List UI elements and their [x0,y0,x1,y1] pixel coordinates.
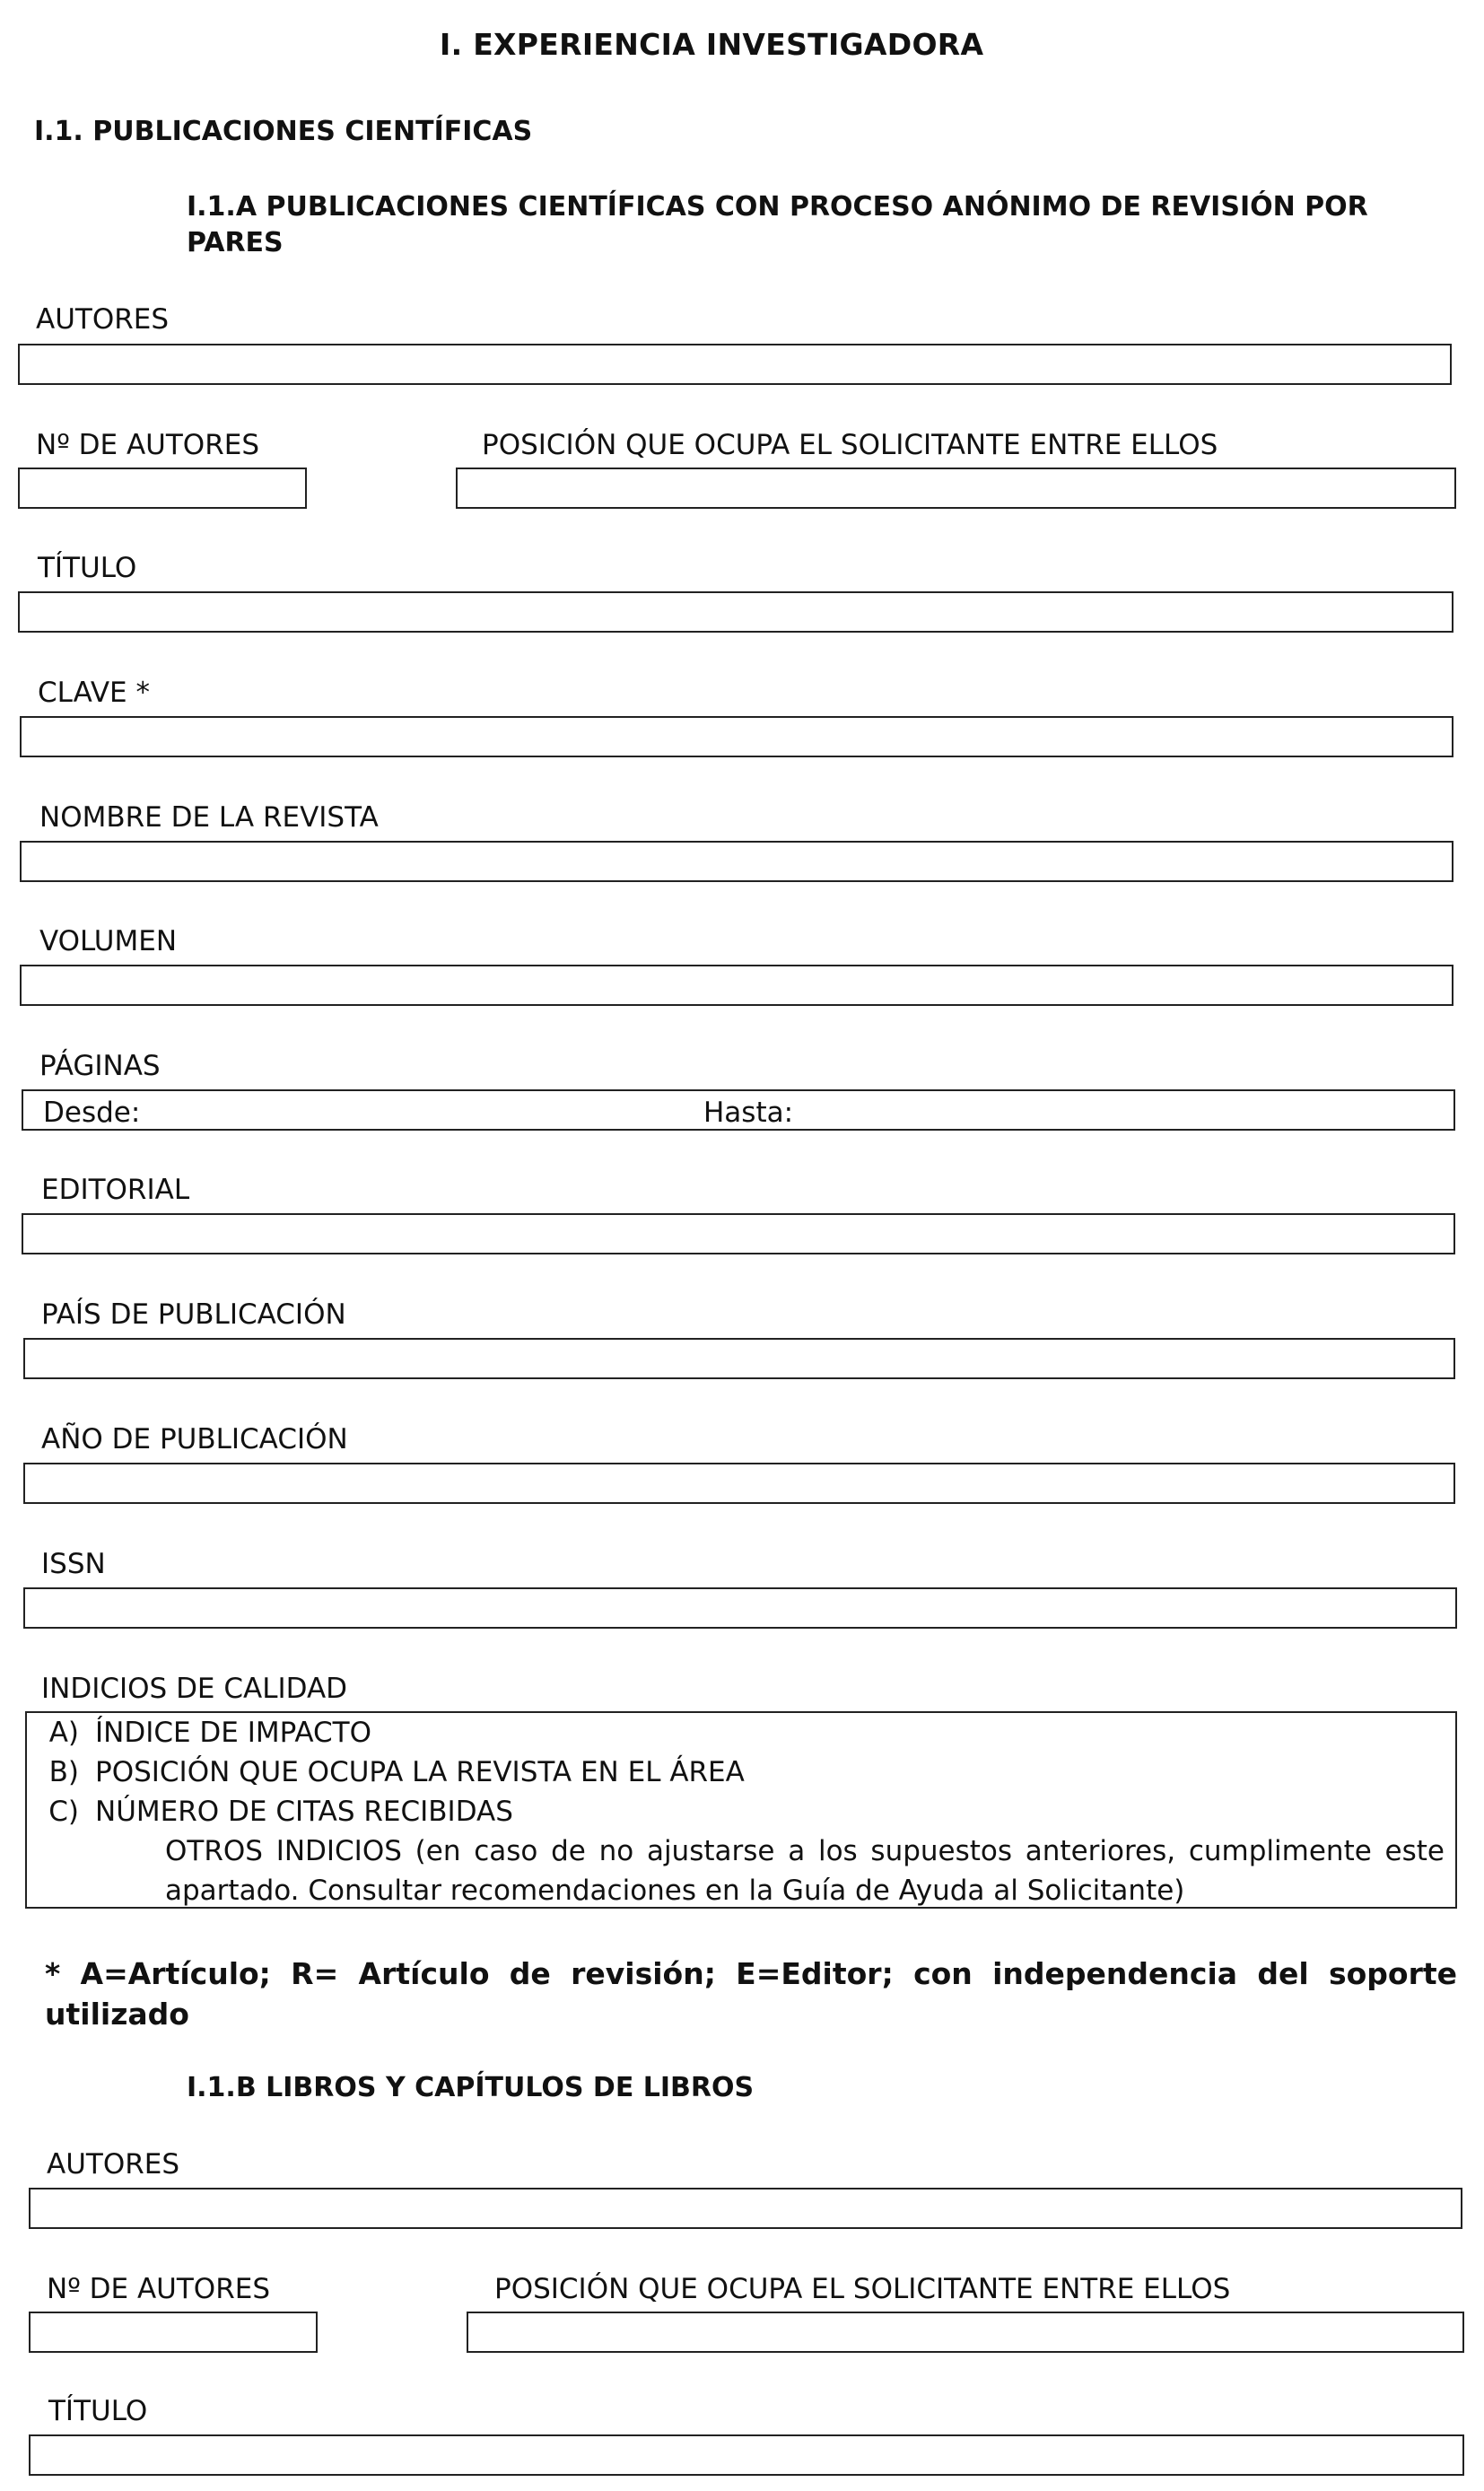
num-autores-field[interactable] [18,468,307,509]
clave-field[interactable] [20,716,1453,757]
hasta-label: Hasta: [703,1097,794,1129]
part-a-title: I.1.A PUBLICACIONES CIENTÍFICAS CON PROCESO ANÓNIMO DE REVISIÓN POR PARES [187,191,1368,258]
footnote: * A=Artículo; R= Artículo de revisión; E=Editor; con independencia del soporte utilizado [45,1956,1457,2032]
titulo-label: TÍTULO [38,552,137,584]
titulo-b-field[interactable] [29,2434,1464,2476]
paginas-label: PÁGINAS [39,1050,161,1082]
paginas-field[interactable] [22,1089,1455,1131]
pais-label: PAÍS DE PUBLICACIÓN [41,1298,346,1331]
indicios-label: INDICIOS DE CALIDAD [41,1673,348,1705]
desde-label: Desde: [43,1097,141,1129]
num-autores-label: Nº DE AUTORES [36,429,259,461]
autores-b-label: AUTORES [47,2148,180,2181]
indicios-box[interactable] [25,1711,1457,1909]
pais-field[interactable] [23,1338,1455,1379]
anio-field[interactable] [23,1463,1455,1504]
indicio-letter: C) [48,1796,79,1828]
section-title: I. EXPERIENCIA INVESTIGADORA [440,27,984,62]
indicio-text: POSICIÓN QUE OCUPA LA REVISTA EN EL ÁREA [95,1756,745,1788]
indicio-item [27,1792,1357,1831]
indicios-list [27,1713,1357,1831]
volumen-field[interactable] [20,965,1453,1006]
editorial-label: EDITORIAL [41,1174,190,1206]
editorial-field[interactable] [22,1213,1455,1254]
titulo-b-label: TÍTULO [48,2395,148,2427]
posicion-b-field[interactable] [467,2312,1464,2353]
indicio-item [27,1713,1357,1752]
revista-label: NOMBRE DE LA REVISTA [39,801,379,834]
subsection-title: I.1. PUBLICACIONES CIENTÍFICAS [34,116,533,147]
volumen-label: VOLUMEN [39,925,178,957]
issn-label: ISSN [41,1548,106,1580]
num-autores-b-field[interactable] [29,2312,318,2353]
indicio-item [27,1752,1357,1792]
part-b-title: I.1.B LIBROS Y CAPÍTULOS DE LIBROS [187,2072,755,2103]
autores-field[interactable] [18,344,1452,385]
num-autores-b-label: Nº DE AUTORES [47,2273,270,2305]
autores-b-field[interactable] [29,2188,1462,2229]
issn-field[interactable] [23,1587,1457,1629]
otros-indicios-text: OTROS INDICIOS (en caso de no ajustarse a los supuestos anteriores, cumplimente este apartado. Consultar recomendaciones en la Guía de Ayuda al Solicitante) [165,1835,1445,1907]
indicio-text: NÚMERO DE CITAS RECIBIDAS [95,1796,513,1828]
posicion-field[interactable] [456,468,1456,509]
titulo-field[interactable] [18,591,1453,633]
posicion-label: POSICIÓN QUE OCUPA EL SOLICITANTE ENTRE ELLOS [482,429,1218,461]
clave-label: CLAVE * [38,677,150,709]
anio-label: AÑO DE PUBLICACIÓN [41,1423,348,1455]
revista-field[interactable] [20,841,1453,882]
autores-label: AUTORES [36,303,170,336]
posicion-b-label: POSICIÓN QUE OCUPA EL SOLICITANTE ENTRE ELLOS [494,2273,1231,2305]
indicio-text: ÍNDICE DE IMPACTO [95,1717,371,1749]
indicio-letter: A) [48,1717,79,1749]
indicio-letter: B) [48,1756,79,1788]
